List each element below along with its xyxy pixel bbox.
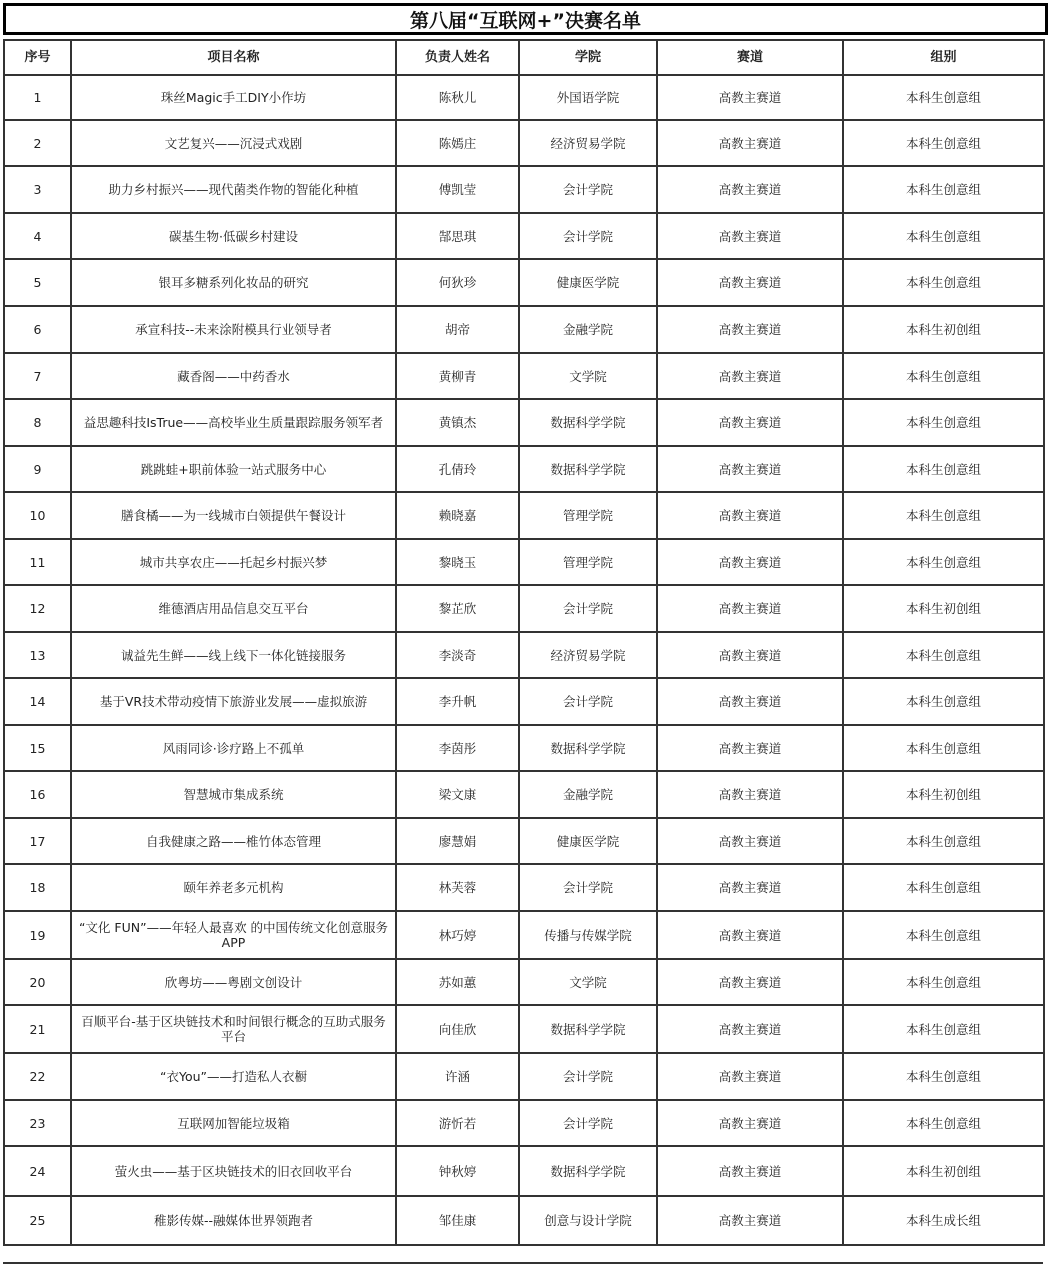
cell-index: 2 xyxy=(4,120,71,166)
cell-college: 经济贸易学院 xyxy=(519,632,657,678)
cell-group: 本科生创意组 xyxy=(843,725,1044,771)
header-row xyxy=(4,40,1044,75)
cell-project-name: 互联网加智能垃圾箱 xyxy=(71,1100,396,1146)
table-row xyxy=(4,585,1044,632)
cell-index: 9 xyxy=(4,446,71,492)
cell-index: 25 xyxy=(4,1196,71,1245)
cell-group: 本科生创意组 xyxy=(843,492,1044,539)
cell-leader: 陈嫣庄 xyxy=(396,120,519,166)
cell-group: 本科生创意组 xyxy=(843,259,1044,306)
cell-index: 21 xyxy=(4,1005,71,1053)
cell-project-name: 诚益先生鲜——线上线下一体化链接服务 xyxy=(71,632,396,678)
table-row xyxy=(4,818,1044,864)
cell-track: 高教主赛道 xyxy=(657,492,843,539)
cell-group: 本科生创意组 xyxy=(843,1100,1044,1146)
cell-track: 高教主赛道 xyxy=(657,120,843,166)
cell-group: 本科生初创组 xyxy=(843,1146,1044,1196)
cell-track: 高教主赛道 xyxy=(657,1146,843,1196)
cell-track: 高教主赛道 xyxy=(657,75,843,120)
cell-college: 健康医学院 xyxy=(519,259,657,306)
cell-index: 6 xyxy=(4,306,71,353)
cell-index: 24 xyxy=(4,1146,71,1196)
cell-project-name: 文艺复兴——沉浸式戏剧 xyxy=(71,120,396,166)
cell-project-name: 基于VR技术带动疫情下旅游业发展——虚拟旅游 xyxy=(71,678,396,725)
table-row xyxy=(4,911,1044,959)
header-track: 赛道 xyxy=(657,40,843,75)
cell-college: 数据科学学院 xyxy=(519,446,657,492)
cell-leader: 黄镇杰 xyxy=(396,399,519,446)
cell-track: 高教主赛道 xyxy=(657,1053,843,1100)
cell-college: 会计学院 xyxy=(519,1100,657,1146)
table-row xyxy=(4,446,1044,492)
cell-leader: 黎芷欣 xyxy=(396,585,519,632)
cell-index: 10 xyxy=(4,492,71,539)
cell-project-name: 承宣科技--未来涂附模具行业领导者 xyxy=(71,306,396,353)
cell-project-name: 益思趣科技IsTrue——高校毕业生质量跟踪服务领军者 xyxy=(71,399,396,446)
cell-project-name: 智慧城市集成系统 xyxy=(71,771,396,818)
cell-leader: 陈秋儿 xyxy=(396,75,519,120)
cell-track: 高教主赛道 xyxy=(657,818,843,864)
cell-group: 本科生创意组 xyxy=(843,818,1044,864)
cell-group: 本科生初创组 xyxy=(843,585,1044,632)
cell-leader: 梁文康 xyxy=(396,771,519,818)
cell-project-name: 碳基生物·低碳乡村建设 xyxy=(71,213,396,259)
table-row xyxy=(4,399,1044,446)
cell-index: 1 xyxy=(4,75,71,120)
table-row xyxy=(4,678,1044,725)
cell-track: 高教主赛道 xyxy=(657,353,843,399)
cell-college: 会计学院 xyxy=(519,1053,657,1100)
cell-group: 本科生创意组 xyxy=(843,678,1044,725)
cell-leader: 赖晓嘉 xyxy=(396,492,519,539)
header-group: 组别 xyxy=(843,40,1044,75)
cell-college: 管理学院 xyxy=(519,539,657,585)
cell-group: 本科生创意组 xyxy=(843,1005,1044,1053)
table-row xyxy=(4,213,1044,259)
cell-college: 创意与设计学院 xyxy=(519,1196,657,1245)
cell-leader: 游忻若 xyxy=(396,1100,519,1146)
cell-leader: 李升帆 xyxy=(396,678,519,725)
cell-college: 金融学院 xyxy=(519,306,657,353)
cell-project-name: 萤火虫——基于区块链技术的旧衣回收平台 xyxy=(71,1146,396,1196)
cell-track: 高教主赛道 xyxy=(657,585,843,632)
cell-group: 本科生创意组 xyxy=(843,399,1044,446)
header-college: 学院 xyxy=(519,40,657,75)
table-row xyxy=(4,864,1044,911)
cell-leader: 李淡奇 xyxy=(396,632,519,678)
cell-leader: 黄柳青 xyxy=(396,353,519,399)
cell-index: 8 xyxy=(4,399,71,446)
cell-project-name: 稚影传媒--融媒体世界领跑者 xyxy=(71,1196,396,1245)
cell-group: 本科生初创组 xyxy=(843,771,1044,818)
cell-track: 高教主赛道 xyxy=(657,632,843,678)
cell-index: 22 xyxy=(4,1053,71,1100)
cell-project-name: 藏香阁——中药香水 xyxy=(71,353,396,399)
cell-leader: 傅凯莹 xyxy=(396,166,519,213)
cell-leader: 胡帝 xyxy=(396,306,519,353)
cell-leader: 邹佳康 xyxy=(396,1196,519,1245)
cell-track: 高教主赛道 xyxy=(657,864,843,911)
cell-leader: 向佳欣 xyxy=(396,1005,519,1053)
cell-leader: 林芙蓉 xyxy=(396,864,519,911)
cell-group: 本科生创意组 xyxy=(843,213,1044,259)
cell-leader: 孔倩玲 xyxy=(396,446,519,492)
cell-index: 7 xyxy=(4,353,71,399)
cell-track: 高教主赛道 xyxy=(657,399,843,446)
cell-leader: 黎晓玉 xyxy=(396,539,519,585)
cell-track: 高教主赛道 xyxy=(657,446,843,492)
table-body xyxy=(4,75,1044,1245)
finalist-table xyxy=(3,39,1045,1246)
cell-group: 本科生成长组 xyxy=(843,1196,1044,1245)
cell-track: 高教主赛道 xyxy=(657,725,843,771)
cell-track: 高教主赛道 xyxy=(657,259,843,306)
cell-track: 高教主赛道 xyxy=(657,959,843,1005)
table-bottom-edge xyxy=(3,1262,1043,1264)
table-row xyxy=(4,1146,1044,1196)
cell-project-name: “衣You”——打造私人衣橱 xyxy=(71,1053,396,1100)
cell-group: 本科生创意组 xyxy=(843,959,1044,1005)
table-row xyxy=(4,492,1044,539)
table-row xyxy=(4,1196,1044,1245)
table-row xyxy=(4,1005,1044,1053)
cell-track: 高教主赛道 xyxy=(657,1196,843,1245)
cell-index: 16 xyxy=(4,771,71,818)
cell-group: 本科生创意组 xyxy=(843,446,1044,492)
cell-group: 本科生创意组 xyxy=(843,632,1044,678)
cell-index: 23 xyxy=(4,1100,71,1146)
cell-college: 文学院 xyxy=(519,353,657,399)
cell-track: 高教主赛道 xyxy=(657,911,843,959)
cell-college: 会计学院 xyxy=(519,864,657,911)
cell-group: 本科生创意组 xyxy=(843,539,1044,585)
cell-index: 5 xyxy=(4,259,71,306)
table-row xyxy=(4,306,1044,353)
cell-track: 高教主赛道 xyxy=(657,213,843,259)
cell-college: 会计学院 xyxy=(519,166,657,213)
table-row xyxy=(4,166,1044,213)
cell-project-name: 助力乡村振兴——现代菌类作物的智能化种植 xyxy=(71,166,396,213)
cell-group: 本科生创意组 xyxy=(843,120,1044,166)
cell-project-name: 维德酒店用品信息交互平台 xyxy=(71,585,396,632)
cell-leader: 廖慧娟 xyxy=(396,818,519,864)
table-row xyxy=(4,539,1044,585)
cell-group: 本科生创意组 xyxy=(843,166,1044,213)
cell-index: 19 xyxy=(4,911,71,959)
table-row xyxy=(4,75,1044,120)
cell-leader: 林巧婷 xyxy=(396,911,519,959)
cell-project-name: 自我健康之路——椎竹体态管理 xyxy=(71,818,396,864)
table-row xyxy=(4,1100,1044,1146)
cell-group: 本科生初创组 xyxy=(843,306,1044,353)
cell-college: 数据科学学院 xyxy=(519,399,657,446)
cell-college: 数据科学学院 xyxy=(519,1146,657,1196)
cell-college: 传播与传媒学院 xyxy=(519,911,657,959)
cell-project-name: 风雨同诊·诊疗路上不孤单 xyxy=(71,725,396,771)
cell-leader: 郜思琪 xyxy=(396,213,519,259)
spreadsheet xyxy=(3,3,1048,1246)
cell-index: 14 xyxy=(4,678,71,725)
cell-college: 经济贸易学院 xyxy=(519,120,657,166)
cell-track: 高教主赛道 xyxy=(657,771,843,818)
table-row xyxy=(4,259,1044,306)
cell-track: 高教主赛道 xyxy=(657,1100,843,1146)
cell-group: 本科生创意组 xyxy=(843,1053,1044,1100)
sheet-title: 第八届“互联网+”决赛名单 xyxy=(3,3,1048,35)
table-row xyxy=(4,353,1044,399)
table-row xyxy=(4,632,1044,678)
cell-college: 会计学院 xyxy=(519,213,657,259)
cell-index: 17 xyxy=(4,818,71,864)
cell-project-name: 城市共享农庄——托起乡村振兴梦 xyxy=(71,539,396,585)
table-row xyxy=(4,771,1044,818)
cell-college: 管理学院 xyxy=(519,492,657,539)
cell-group: 本科生创意组 xyxy=(843,911,1044,959)
cell-college: 数据科学学院 xyxy=(519,1005,657,1053)
cell-group: 本科生创意组 xyxy=(843,864,1044,911)
cell-project-name: 珠丝Magic手工DIY小作坊 xyxy=(71,75,396,120)
cell-project-name: 膳食橘——为一线城市白领提供午餐设计 xyxy=(71,492,396,539)
cell-project-name: 颐年养老多元机构 xyxy=(71,864,396,911)
cell-index: 13 xyxy=(4,632,71,678)
table-row xyxy=(4,725,1044,771)
cell-project-name: 跳跳蛙+职前体验一站式服务中心 xyxy=(71,446,396,492)
cell-project-name: 欣粤坊——粤剧文创设计 xyxy=(71,959,396,1005)
cell-index: 3 xyxy=(4,166,71,213)
cell-track: 高教主赛道 xyxy=(657,1005,843,1053)
cell-college: 会计学院 xyxy=(519,678,657,725)
cell-track: 高教主赛道 xyxy=(657,539,843,585)
cell-leader: 许涵 xyxy=(396,1053,519,1100)
table-row xyxy=(4,120,1044,166)
cell-college: 文学院 xyxy=(519,959,657,1005)
header-index: 序号 xyxy=(4,40,71,75)
cell-index: 12 xyxy=(4,585,71,632)
cell-leader: 苏如蕙 xyxy=(396,959,519,1005)
cell-track: 高教主赛道 xyxy=(657,678,843,725)
cell-project-name: “文化 FUN”——年轻人最喜欢 的中国传统文化创意服务APP xyxy=(71,911,396,959)
table-row xyxy=(4,1053,1044,1100)
header-leader: 负责人姓名 xyxy=(396,40,519,75)
header-project: 项目名称 xyxy=(71,40,396,75)
cell-group: 本科生创意组 xyxy=(843,353,1044,399)
cell-project-name: 百顺平台-基于区块链技术和时间银行概念的互助式服务平台 xyxy=(71,1005,396,1053)
cell-leader: 李茵彤 xyxy=(396,725,519,771)
cell-index: 15 xyxy=(4,725,71,771)
cell-index: 20 xyxy=(4,959,71,1005)
table-row xyxy=(4,959,1044,1005)
cell-college: 数据科学学院 xyxy=(519,725,657,771)
cell-college: 外国语学院 xyxy=(519,75,657,120)
cell-college: 金融学院 xyxy=(519,771,657,818)
cell-index: 4 xyxy=(4,213,71,259)
cell-index: 11 xyxy=(4,539,71,585)
cell-track: 高教主赛道 xyxy=(657,166,843,213)
cell-index: 18 xyxy=(4,864,71,911)
cell-leader: 何狄珍 xyxy=(396,259,519,306)
cell-group: 本科生创意组 xyxy=(843,75,1044,120)
cell-leader: 钟秋婷 xyxy=(396,1146,519,1196)
cell-track: 高教主赛道 xyxy=(657,306,843,353)
cell-project-name: 银耳多糖系列化妆品的研究 xyxy=(71,259,396,306)
cell-college: 健康医学院 xyxy=(519,818,657,864)
cell-college: 会计学院 xyxy=(519,585,657,632)
